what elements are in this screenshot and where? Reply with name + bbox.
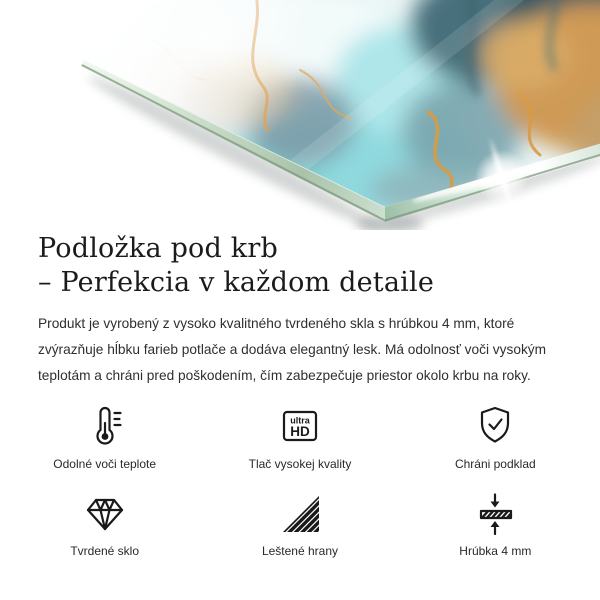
thickness-icon: [473, 489, 517, 536]
svg-text:HD: HD: [290, 423, 310, 439]
feature-tempered-glass: [7, 489, 202, 559]
ultra-hd-icon: [278, 402, 322, 449]
features-grid: [7, 402, 593, 576]
feature-label: Hrúbka 4 mm: [459, 544, 532, 558]
product-image: [0, 0, 600, 230]
product-description: Produkt je vyrobený z vysoko kvalitného tvrdeného skla s hrúbkou 4 mm, ktoré zvýrazňuje hĺbku farieb potlače a dodáva elegantný lesk. Má odolnosť voči vysokým teplotám a chráni pred poškodením, čím zabezpečuje priestor okolo krbu na roky.: [38, 316, 547, 383]
feature-label: Chráni podklad: [454, 457, 536, 471]
page-title-line2: – Perfekcia v každom detaile: [38, 267, 434, 298]
feature-label: Tvrdené sklo: [70, 544, 140, 558]
diamond-icon: [83, 489, 127, 536]
feature-label: Tlač vysokej kvality: [248, 457, 352, 471]
feature-label: Leštené hrany: [261, 544, 339, 558]
page-title-line1: Podložka pod krb: [38, 233, 278, 264]
svg-text:ultra: ultra: [290, 415, 310, 425]
feature-heat-resistant: [7, 402, 202, 472]
page-title: [38, 232, 434, 300]
feature-print-quality: [202, 402, 397, 472]
thermometer-icon: [83, 402, 127, 449]
feature-thickness: [398, 489, 593, 559]
polished-edges-icon: [278, 489, 322, 536]
feature-polished-edges: [202, 489, 397, 559]
feature-label: Odolné voči teplote: [53, 457, 157, 471]
shield-check-icon: [473, 402, 517, 449]
feature-protects-base: [398, 402, 593, 472]
